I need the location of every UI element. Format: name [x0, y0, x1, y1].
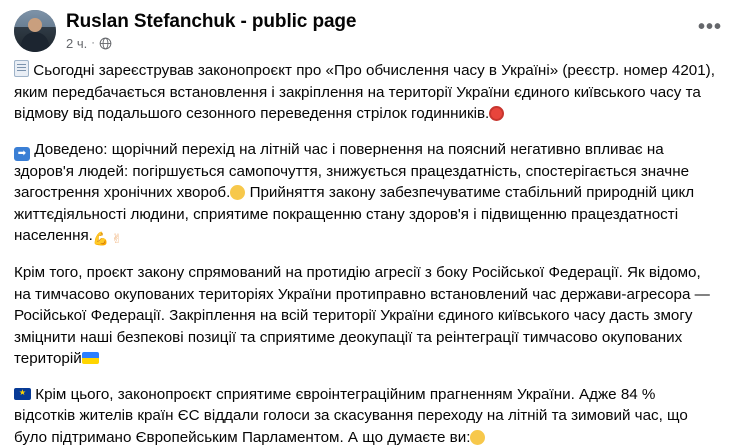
post-header-text — [66, 10, 724, 51]
eu-flag-icon — [14, 388, 31, 400]
alarm-clock-icon — [489, 106, 504, 121]
ukraine-flag-icon — [82, 352, 99, 364]
post-body — [14, 60, 724, 448]
post-meta — [66, 36, 724, 51]
globe-icon[interactable] — [99, 37, 112, 50]
relieved-face-icon — [230, 185, 245, 200]
victory-hand-icon: ✌ — [109, 232, 125, 248]
post-timestamp[interactable]: 2 ч. — [66, 36, 87, 51]
flexed-biceps-icon: 💪 — [93, 232, 109, 248]
paragraph-text: Сьогодні зареєстрував законопроєкт про «Про обчислення часу в Україні» (реєстр. номер 4201), яким передбачається встановлення і закріплення на території України єдиного київського часу та відмову від подальшого сезонного переведення стрілок годинників. — [14, 62, 715, 122]
post-paragraph — [14, 384, 716, 448]
thinking-face-icon — [470, 430, 485, 445]
post-paragraph — [14, 139, 716, 249]
paragraph-text-continued: Прийняття закону забезпечуватиме стабільний природній цикл життєдіяльності людини, сприятиме покращенню стану здоров'я і підвищенню працездатності населення. — [14, 184, 694, 244]
avatar[interactable] — [14, 10, 56, 52]
page-name[interactable]: Ruslan Stefanchuk - public page — [66, 11, 724, 33]
page-with-curl-icon — [14, 60, 29, 77]
paragraph-text: Крім того, проєкт закону спрямований на протидію агресії з боку Російської Федерації. Як відомо, на тимчасово окупованих територіях України протиправно встановлений час держави-агресора — Російської Федерації. Закріплення на всій території України єдиного київського часу дасть змогу зміцнити наші безпекові позиції та сприятиме деокупації та реінтеграції тимчасово окупованих територій — [14, 264, 710, 367]
post-paragraph — [14, 60, 716, 125]
meta-separator: · — [91, 36, 95, 51]
paragraph-text: Доведено: щорічний перехід на літній час і повернення на поясний негативно впливає на здоров'я людей: погіршується самопочуття, знижується працездатність, спостерігається значне загострення хронічних хвороб. — [14, 141, 689, 202]
paragraph-text: Крім цього, законопроєкт сприятиме євроінтеграційним прагненням України. Адже 84 % відсотків жителів країн ЄС віддали голоси за скасування переходу на літній та зимовий час, що було підтримано Європейським Парламентом. А що думаєте ви: — [14, 386, 688, 446]
avatar-head — [28, 18, 42, 32]
post-header — [14, 10, 724, 52]
right-arrow-icon: ➡ — [14, 147, 30, 161]
post-paragraph — [14, 262, 716, 370]
post-options-button[interactable]: ••• — [698, 22, 722, 32]
